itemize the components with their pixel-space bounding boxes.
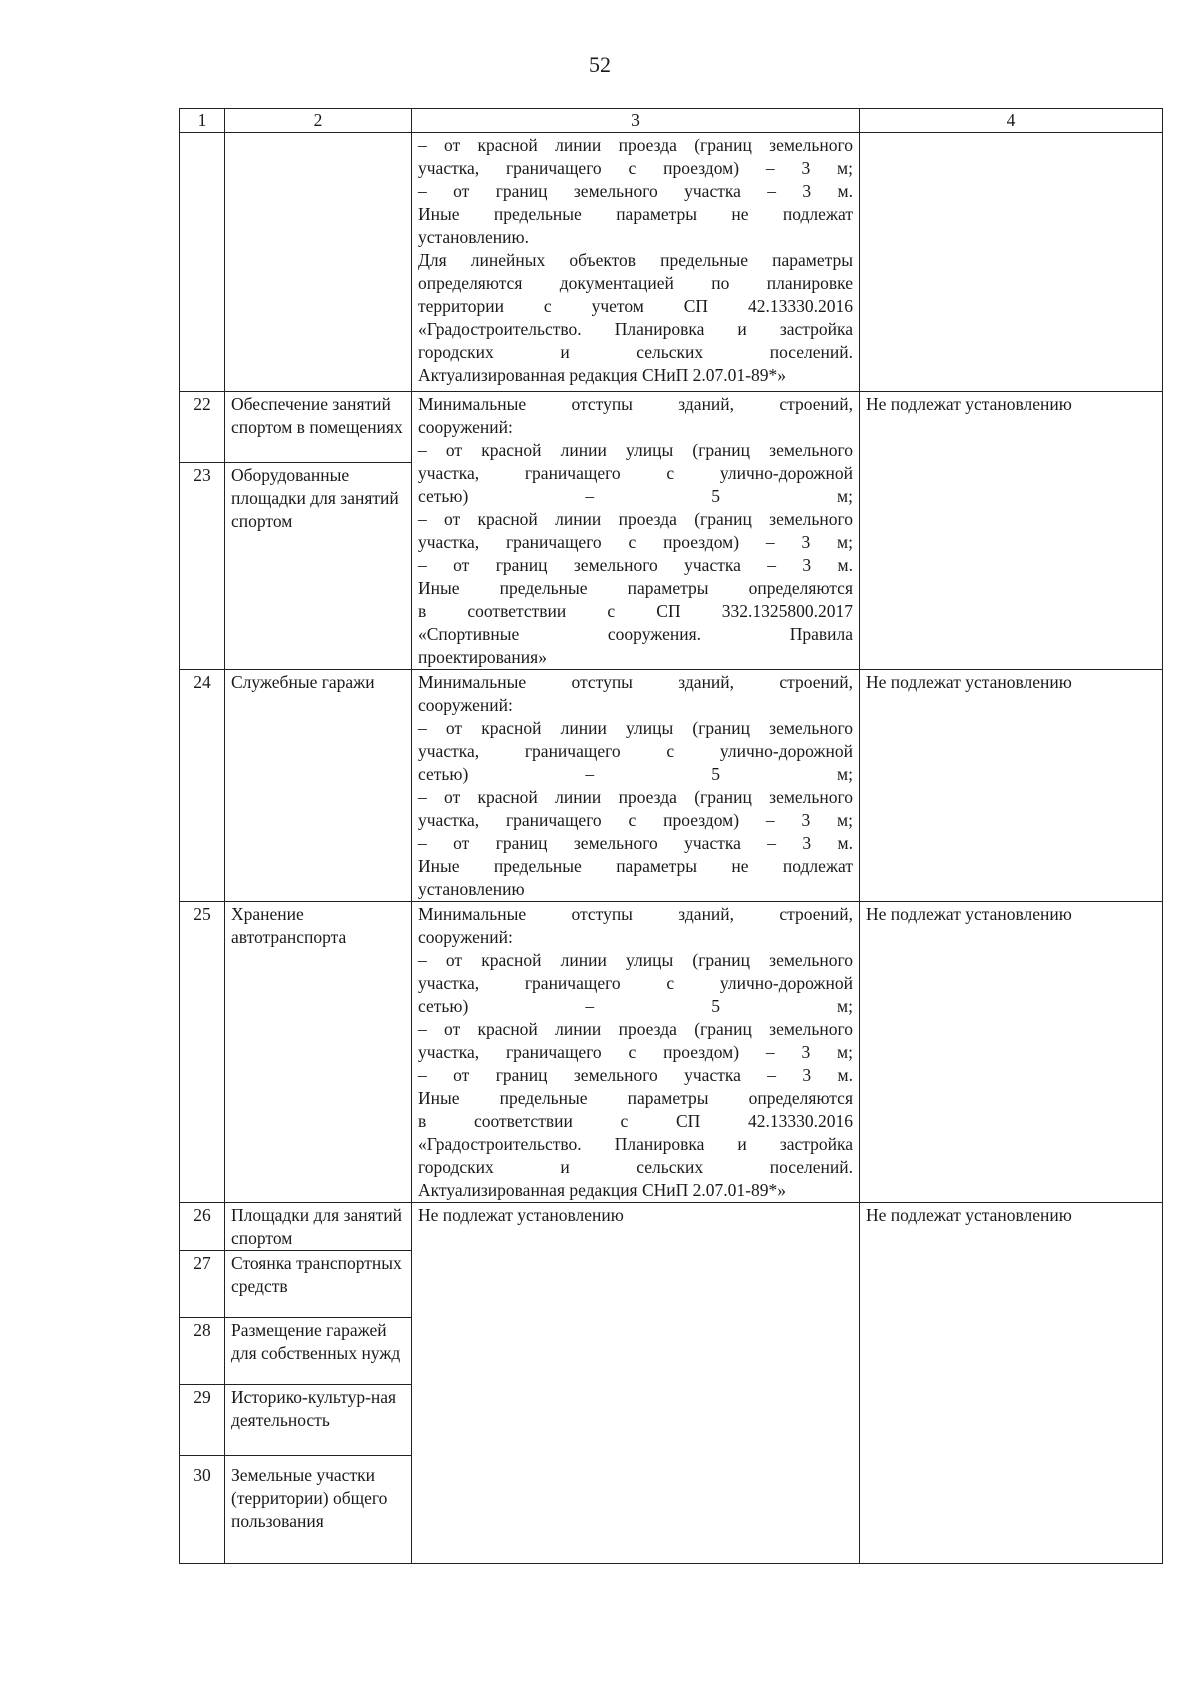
header-col-2: 2 <box>225 109 412 133</box>
text-line: Иные предельные параметры не подлежат <box>418 856 853 876</box>
table-row-24 <box>180 670 1163 902</box>
land-use-name: Площадки для занятий спортом <box>225 1203 412 1251</box>
table-row-26 <box>180 1203 1163 1251</box>
text-line: в соответствии с СП 42.13330.2016 <box>418 1111 853 1131</box>
row-number: 22 <box>180 392 225 463</box>
text-line: сетью) – 5 м; <box>418 996 853 1016</box>
land-use-name: Стоянка транспортных средств <box>225 1251 412 1318</box>
table-row-continuation <box>180 133 1163 392</box>
text-line: определяются документацией по планировке <box>418 273 853 293</box>
text-line: установлению. <box>418 227 529 247</box>
text-line: – от границ земельного участка – 3 м. <box>418 833 853 853</box>
text-line: территории с учетом СП 42.13330.2016 <box>418 296 853 316</box>
row-number: 26 <box>180 1203 225 1251</box>
text-line: проектирования» <box>418 647 547 667</box>
row-number: 30 <box>180 1456 225 1564</box>
other-parameters-cell: Не подлежат установлению <box>860 1203 1163 1564</box>
parameters-cell: Не подлежат установлению <box>412 1203 860 1564</box>
row-number: 27 <box>180 1251 225 1318</box>
text-line: в соответствии с СП 332.1325800.2017 <box>418 601 853 621</box>
table-row-22 <box>180 392 1163 463</box>
text-line: сооружений: <box>418 417 513 437</box>
text-line: «Градостроительство. Планировка и застройка <box>418 1134 853 1154</box>
text-line: – от границ земельного участка – 3 м. <box>418 181 853 201</box>
text-line: участка, граничащего с проездом) – 3 м; <box>418 158 853 178</box>
text-line: сетью) – 5 м; <box>418 764 853 784</box>
page-number: 52 <box>589 52 611 77</box>
parameters-cell <box>412 133 860 392</box>
text-line: Иные предельные параметры не подлежат <box>418 204 853 224</box>
text-line: участка, граничащего с улично-дорожной <box>418 741 853 761</box>
other-parameters-cell: Не подлежат установлению <box>860 902 1163 1203</box>
text-line: городских и сельских поселений. <box>418 1157 853 1177</box>
row-number-cell <box>180 133 225 392</box>
table-row-25 <box>180 902 1163 1203</box>
text-line: Для линейных объектов предельные параметры <box>418 250 853 270</box>
header-col-4: 4 <box>860 109 1163 133</box>
text-line: сетью) – 5 м; <box>418 486 853 506</box>
header-row <box>180 109 1163 133</box>
text-line: участка, граничащего с проездом) – 3 м; <box>418 810 853 830</box>
text-line: установлению <box>418 879 525 899</box>
text-line: – от красной линии проезда (границ земельного <box>418 787 853 807</box>
row-name-cell <box>225 133 412 392</box>
land-use-name: Земельные участки (территории) общего пользования <box>225 1456 412 1564</box>
row-number: 24 <box>180 670 225 902</box>
text-line: – от красной линии проезда (границ земельного <box>418 509 853 529</box>
text-line: сооружений: <box>418 695 513 715</box>
text-line: Минимальные отступы зданий, строений, <box>418 394 853 414</box>
text-line: Минимальные отступы зданий, строений, <box>418 672 853 692</box>
land-use-name: Размещение гаражей для собственных нужд <box>225 1318 412 1385</box>
text-line: Актуализированная редакция СНиП 2.07.01-89*» <box>418 365 786 385</box>
row-number: 25 <box>180 902 225 1203</box>
parameters-cell <box>412 670 860 902</box>
land-use-parameters-table <box>179 108 1163 1564</box>
text-line: Иные предельные параметры определяются <box>418 578 853 598</box>
text-line: Актуализированная редакция СНиП 2.07.01-89*» <box>418 1180 786 1200</box>
text-line: «Спортивные сооружения. Правила <box>418 624 853 644</box>
text-line: городских и сельских поселений. <box>418 342 853 362</box>
other-parameters-cell <box>860 133 1163 392</box>
text-line: «Градостроительство. Планировка и застройка <box>418 319 853 339</box>
text-line: участка, граничащего с проездом) – 3 м; <box>418 532 853 552</box>
row-number: 29 <box>180 1385 225 1456</box>
text-line: – от красной линии улицы (границ земельного <box>418 440 853 460</box>
parameters-cell <box>412 902 860 1203</box>
text-line: – от красной линии проезда (границ земельного <box>418 1019 853 1039</box>
text-line: – от красной линии проезда (границ земельного <box>418 135 853 155</box>
row-number: 23 <box>180 463 225 670</box>
text-line: участка, граничащего с проездом) – 3 м; <box>418 1042 853 1062</box>
header-col-3: 3 <box>412 109 860 133</box>
land-use-name: Обеспечение занятий спортом в помещениях <box>225 392 412 463</box>
land-use-name: Историко-культур-ная деятельность <box>225 1385 412 1456</box>
text-line: Иные предельные параметры определяются <box>418 1088 853 1108</box>
text-line: участка, граничащего с улично-дорожной <box>418 973 853 993</box>
parameters-cell <box>412 392 860 670</box>
row-number: 28 <box>180 1318 225 1385</box>
land-use-name: Оборудованные площадки для занятий спортом <box>225 463 412 670</box>
text-line: участка, граничащего с улично-дорожной <box>418 463 853 483</box>
text-line: – от красной линии улицы (границ земельного <box>418 950 853 970</box>
text-line: сооружений: <box>418 927 513 947</box>
text-line: – от красной линии улицы (границ земельного <box>418 718 853 738</box>
text-line: Минимальные отступы зданий, строений, <box>418 904 853 924</box>
other-parameters-cell: Не подлежат установлению <box>860 392 1163 670</box>
land-use-name: Служебные гаражи <box>225 670 412 902</box>
other-parameters-cell: Не подлежат установлению <box>860 670 1163 902</box>
text-line: – от границ земельного участка – 3 м. <box>418 555 853 575</box>
text-line: – от границ земельного участка – 3 м. <box>418 1065 853 1085</box>
header-col-1: 1 <box>180 109 225 133</box>
land-use-name: Хранение автотранспорта <box>225 902 412 1203</box>
